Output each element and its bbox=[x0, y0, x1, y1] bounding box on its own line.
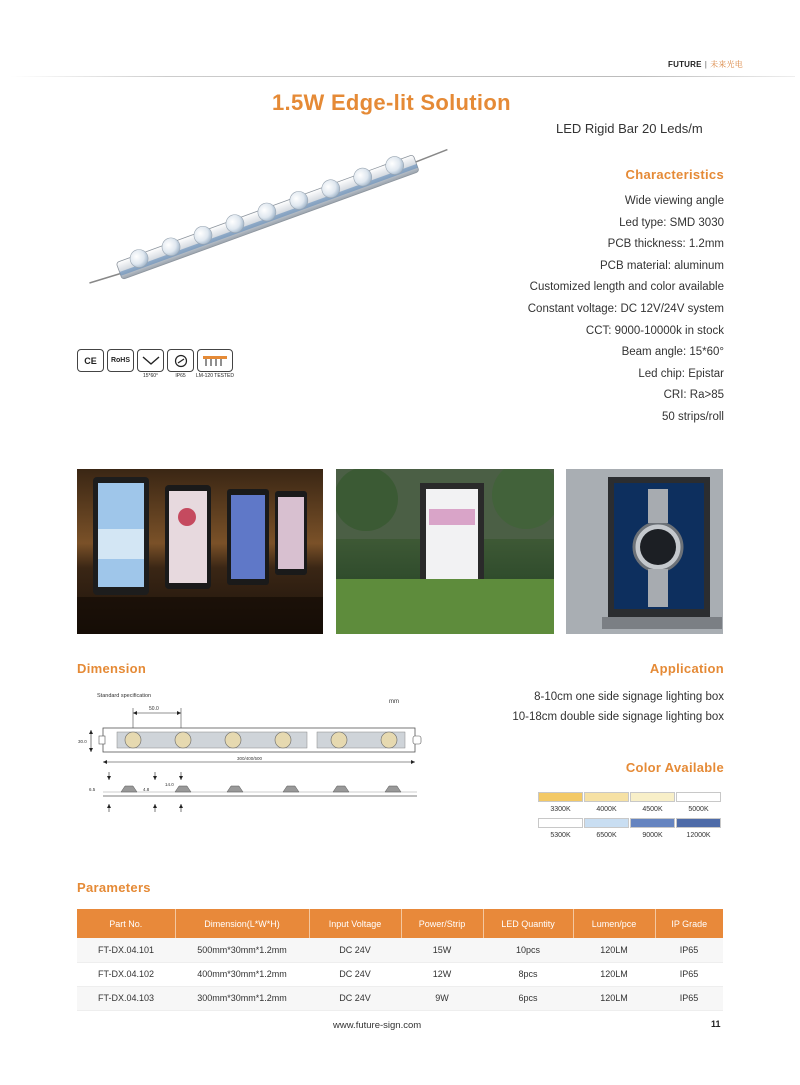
list-item: PCB material: aluminum bbox=[600, 259, 724, 272]
application-list bbox=[512, 687, 724, 727]
table-cell: 15W bbox=[401, 938, 483, 962]
table-cell: DC 24V bbox=[309, 986, 401, 1010]
outdoor-lightbox-photo bbox=[336, 469, 554, 634]
swatch-label: 3300K bbox=[550, 806, 571, 813]
list-item: Beam angle: 15*60° bbox=[621, 346, 724, 359]
table-row bbox=[77, 962, 723, 986]
table-cell: IP65 bbox=[655, 938, 723, 962]
list-item: Customized length and color available bbox=[529, 281, 724, 294]
swatch-label: 5300K bbox=[550, 832, 571, 839]
brand-separator: | bbox=[704, 60, 708, 69]
rohs-icon: RoHS bbox=[107, 349, 134, 372]
led-rigid-bar-image bbox=[88, 138, 448, 298]
swatch-box bbox=[630, 818, 675, 828]
swatch-row bbox=[538, 818, 722, 842]
swatch-box bbox=[538, 792, 583, 802]
column-header: IP Grade bbox=[655, 909, 723, 938]
swatch-box bbox=[676, 818, 721, 828]
characteristics-heading: Characteristics bbox=[625, 167, 724, 182]
characteristics-list bbox=[528, 191, 724, 429]
color-swatch bbox=[538, 792, 583, 816]
list-item: Led type: SMD 3030 bbox=[619, 216, 724, 229]
page-number: 11 bbox=[711, 1019, 721, 1029]
table-cell: 8pcs bbox=[483, 962, 573, 986]
page-subtitle: LED Rigid Bar 20 Leds/m bbox=[556, 121, 703, 136]
color-available-heading: Color Available bbox=[625, 760, 724, 775]
list-item: PCB thickness: 1.2mm bbox=[607, 238, 724, 251]
application-heading: Application bbox=[649, 661, 724, 676]
table-row bbox=[77, 938, 723, 962]
swatch-box bbox=[538, 818, 583, 828]
column-header: LED Quantity bbox=[483, 909, 573, 938]
swatch-box bbox=[584, 792, 629, 802]
table-header-row bbox=[77, 909, 723, 938]
lm80-icon bbox=[196, 349, 234, 379]
d3-label: 14.0 bbox=[165, 782, 174, 787]
table-cell: 120LM bbox=[573, 962, 655, 986]
table-cell: DC 24V bbox=[309, 962, 401, 986]
list-item: Constant voltage: DC 12V/24V system bbox=[527, 302, 724, 315]
swatch-label: 9000K bbox=[642, 832, 663, 839]
footer-website-link[interactable]: www.future-sign.com bbox=[333, 1020, 422, 1031]
brand-name-cn: 未来光电 bbox=[710, 60, 743, 69]
color-swatch bbox=[630, 792, 675, 816]
pitch-label: 50.0 bbox=[149, 706, 159, 712]
swatch-label: 12000K bbox=[686, 832, 711, 839]
brand-name: FUTURE bbox=[668, 60, 702, 69]
color-swatch bbox=[538, 818, 583, 842]
beam-angle-icon bbox=[137, 349, 164, 379]
list-item: Led chip: Epistar bbox=[638, 367, 724, 380]
color-swatches bbox=[538, 792, 722, 842]
dimension-drawing bbox=[77, 688, 437, 820]
lightbox-showroom-photo bbox=[77, 469, 323, 634]
swatch-box bbox=[584, 818, 629, 828]
table-cell: FT-DX.04.102 bbox=[77, 962, 175, 986]
list-item: Wide viewing angle bbox=[624, 195, 724, 207]
swatch-row bbox=[538, 792, 722, 816]
table-cell: DC 24V bbox=[309, 938, 401, 962]
table-cell: FT-DX.04.101 bbox=[77, 938, 175, 962]
table-cell: 10pcs bbox=[483, 938, 573, 962]
d1-label: 6.5 bbox=[89, 787, 96, 792]
column-header: Dimension(L*W*H) bbox=[175, 909, 309, 938]
height-label: 30.0 bbox=[78, 739, 87, 744]
table-cell: 9W bbox=[401, 986, 483, 1010]
unit-label: mm bbox=[389, 699, 399, 705]
color-swatch bbox=[630, 818, 675, 842]
swatch-label: 4500K bbox=[642, 806, 663, 813]
swatch-label: 6500K bbox=[596, 832, 617, 839]
parameters-heading: Parameters bbox=[77, 880, 151, 895]
swatch-label: 5000K bbox=[688, 806, 709, 813]
color-swatch bbox=[676, 792, 721, 816]
color-swatch bbox=[584, 818, 629, 842]
length-label: 300/400/500 bbox=[237, 756, 263, 761]
swatch-box bbox=[676, 792, 721, 802]
list-item: 10-18cm double side signage lighting box bbox=[512, 711, 724, 723]
list-item: CCT: 9000-10000k in stock bbox=[585, 324, 724, 337]
ip65-caption: IP65 bbox=[175, 373, 186, 379]
color-swatch bbox=[676, 818, 721, 842]
brand-logo bbox=[668, 59, 743, 70]
column-header: Lumen/pce bbox=[573, 909, 655, 938]
watch-advert-lightbox-photo bbox=[566, 469, 723, 634]
color-swatch bbox=[584, 792, 629, 816]
column-header: Power/Strip bbox=[401, 909, 483, 938]
dimension-heading: Dimension bbox=[77, 661, 147, 676]
table-cell: IP65 bbox=[655, 962, 723, 986]
parameters-table bbox=[77, 909, 723, 1011]
table-row bbox=[77, 986, 723, 1010]
certification-badges bbox=[77, 349, 234, 379]
lm80-caption: LM-120 TESTED bbox=[196, 373, 234, 379]
table-cell: 400mm*30mm*1.2mm bbox=[175, 962, 309, 986]
table-cell: 12W bbox=[401, 962, 483, 986]
header-rule bbox=[10, 76, 795, 77]
table-cell: 120LM bbox=[573, 938, 655, 962]
d2-label: 4.8 bbox=[143, 787, 150, 792]
list-item: 50 strips/roll bbox=[662, 410, 724, 423]
table-cell: 6pcs bbox=[483, 986, 573, 1010]
page-title: 1.5W Edge-lit Solution bbox=[272, 90, 511, 115]
swatch-label: 4000K bbox=[596, 806, 617, 813]
table-cell: 500mm*30mm*1.2mm bbox=[175, 938, 309, 962]
table-cell: FT-DX.04.103 bbox=[77, 986, 175, 1010]
ip65-icon bbox=[167, 349, 194, 379]
table-cell: IP65 bbox=[655, 986, 723, 1010]
column-header: Input Voltage bbox=[309, 909, 401, 938]
column-header: Part No. bbox=[77, 909, 175, 938]
swatch-box bbox=[630, 792, 675, 802]
table-cell: 120LM bbox=[573, 986, 655, 1010]
standard-spec-label: Standard specification bbox=[97, 693, 152, 699]
ce-mark-icon: CE bbox=[77, 349, 104, 372]
beam-angle-caption: 15*60° bbox=[142, 373, 159, 379]
list-item: 8-10cm one side signage lighting box bbox=[534, 691, 724, 703]
table-cell: 300mm*30mm*1.2mm bbox=[175, 986, 309, 1010]
list-item: CRI: Ra>85 bbox=[663, 389, 724, 402]
